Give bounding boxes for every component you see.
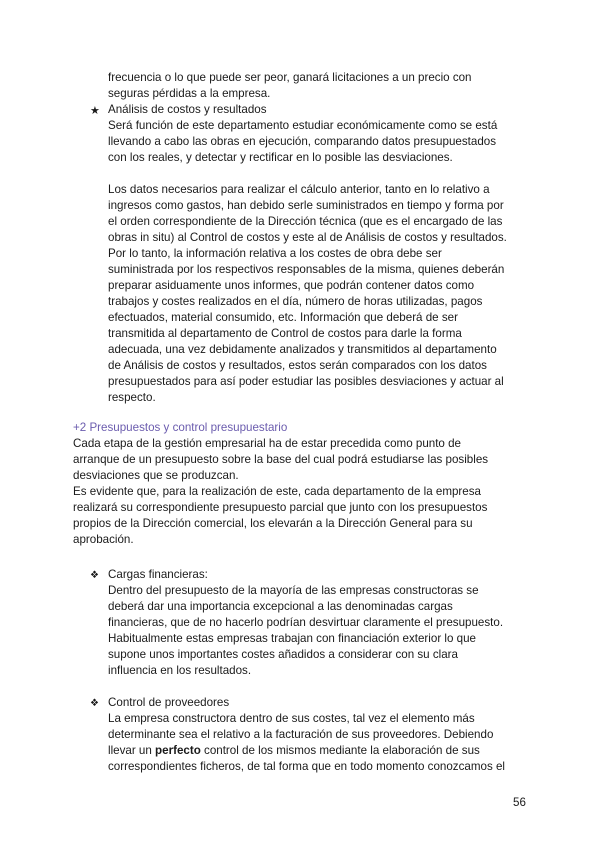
text-line: determinante sea el relativo a la facturación de sus proveedores. Debiendo — [108, 728, 494, 741]
bold-word: perfecto — [155, 744, 201, 757]
text-line: transmitida al departamento de Control de costos para darle la forma — [108, 327, 462, 340]
text-line: el orden correspondiente de la Dirección técnica (que es el encargado de las — [108, 215, 503, 228]
text-line: con los reales, y detectar y rectificar en lo posible las desviaciones. — [108, 151, 453, 164]
text-line: adecuada, una vez debidamente analizados y transmitidos al departamento — [108, 343, 497, 356]
text-line: desviaciones que se produzcan. — [73, 469, 239, 482]
diamond-bullet-icon: ❖ — [90, 698, 99, 709]
text-line: Será función de este departamento estudiar económicamente como se está — [108, 119, 498, 132]
text-line: Es evidente que, para la realización de este, cada departamento de la empresa — [73, 485, 481, 498]
analisis-paragraph-2 — [108, 182, 507, 406]
text-line: Los datos necesarios para realizar el cálculo anterior, tanto en lo relativo a — [108, 183, 490, 196]
text-line: propios de la Dirección comercial, los elevarán a la Dirección General para su — [73, 517, 473, 530]
text-line: La empresa constructora dentro de sus costes, tal vez el elemento más — [108, 712, 475, 725]
text-line: presupuestados para así poder estudiar las posibles desviaciones y actuar al — [108, 375, 504, 388]
text-line: ingresos como gastos, han debido serle suministrados en tiempo y forma por — [108, 199, 504, 212]
text-line: arranque de un presupuesto sobre la base del cual podrá estudiarse las posibles — [73, 453, 489, 466]
page-number: 56 — [513, 796, 526, 809]
text-line — [108, 743, 505, 759]
text-line: trabajos y costes realizados en el día, número de horas utilizadas, pagos — [108, 295, 483, 308]
text-line: seguras pérdidas a la empresa. — [108, 87, 271, 100]
text-line: llevando a cabo las obras en ejecución, comparando datos presupuestados — [108, 135, 497, 148]
text-line: obras in situ) al Control de costos y este al de Análisis de costos y resultados. — [108, 231, 507, 244]
text-line: influencia en los resultados. — [108, 664, 252, 677]
section-presupuestos — [73, 420, 488, 548]
text-line: Habitualmente estas empresas trabajan con financiación exterior lo que — [108, 632, 476, 645]
text-line: respecto. — [108, 391, 156, 404]
analisis-item — [108, 102, 497, 166]
text-line: frecuencia o lo que puede ser peor, ganará licitaciones a un precio con — [108, 71, 472, 84]
text-line: suministrada por los respectivos responsables de la misma, quienes deberán — [108, 263, 505, 276]
text-line: Por lo tanto, la información relativa a los costes de obra debe ser — [108, 247, 442, 260]
text-line: preparar asiduamente unos informes, que podrán contener datos como — [108, 279, 475, 292]
text-line: efectuados, material consumido, etc. Información que deberá de ser — [108, 311, 458, 324]
proveedores-item — [108, 695, 505, 775]
intro-paragraph — [108, 70, 472, 102]
text-line: Cada etapa de la gestión empresarial ha de estar precedida como punto de — [73, 437, 461, 450]
text-line: supone unos importantes costes añadidos a considerar con su clara — [108, 648, 458, 661]
text-line: financieras, que de no hacerlo podrían desvirtuar claramente el presupuesto. — [108, 616, 504, 629]
text-line: correspondientes ficheros, de tal forma que en todo momento conozcamos el — [108, 760, 505, 773]
diamond-bullet-icon: ❖ — [90, 570, 99, 581]
star-bullet-icon: ★ — [90, 105, 100, 117]
text-fragment: llevar un — [108, 744, 156, 757]
section-heading: +2 Presupuestos y control presupuestario — [73, 421, 288, 434]
text-line: de Análisis de costos y resultados, estos serán comparados con los datos — [108, 359, 487, 372]
cargas-item — [108, 567, 503, 679]
text-line: realizará su correspondiente presupuesto parcial que junto con los presupuestos — [73, 501, 488, 514]
item-title: Control de proveedores — [108, 696, 230, 709]
text-line: deberá dar una importancia excepcional a las denominadas cargas — [108, 600, 453, 613]
item-title: Cargas financieras: — [108, 568, 208, 581]
item-title: Análisis de costos y resultados — [108, 103, 267, 116]
text-fragment: control de los mismos mediante la elaboración de sus — [200, 744, 480, 757]
text-line: Dentro del presupuesto de la mayoría de las empresas constructoras se — [108, 584, 479, 597]
text-line: aprobación. — [73, 533, 134, 546]
